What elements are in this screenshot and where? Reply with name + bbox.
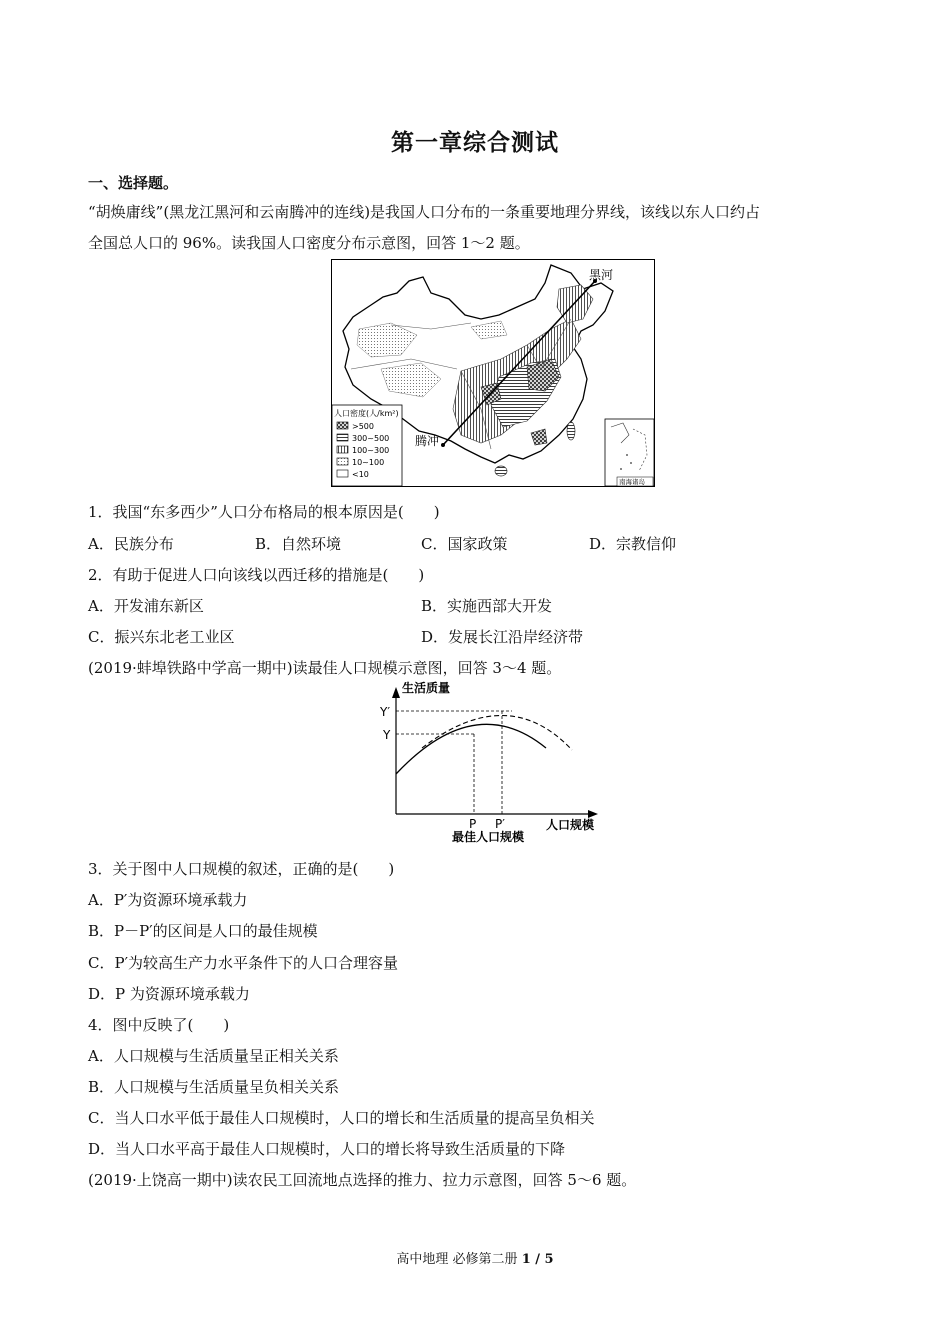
q4-option-d: D．当人口水平高于最佳人口规模时，人口的增长将导致生活质量的下降 [88, 1140, 566, 1158]
legend-item-gt500: >500 [352, 422, 374, 431]
quality-curve-current [396, 724, 546, 774]
legend-item-lt10: <10 [352, 470, 369, 479]
tick-p: P [469, 817, 477, 831]
q4-option-b: B．人口规模与生活质量呈负相关关系 [88, 1078, 340, 1096]
q4-option-c: C．当人口水平低于最佳人口规模时，人口的增长和生活质量的提高呈负相关 [88, 1109, 595, 1127]
label-heihe: 黑河 [589, 268, 614, 282]
q3-option-a: A．P′为资源环境承载力 [88, 891, 248, 909]
x-axis-label: 人口规模 [546, 818, 595, 832]
q2-option-a: A．开发浦东新区 [88, 597, 204, 615]
tick-y: Y [383, 728, 391, 742]
q1-option-b: B．自然环境 [255, 535, 342, 553]
q3-option-c: C．P′为较高生产力水平条件下的人口合理容量 [88, 954, 398, 972]
question-1-stem: 1．我国“东多西少”人口分布格局的根本原因是( ) [88, 503, 440, 521]
tick-y-prime: Y′ [380, 705, 391, 719]
intro-text-line2: 全国总人口的 96%。读我国人口密度分布示意图，回答 1～2 题。 [88, 234, 530, 252]
q1-option-c: C．国家政策 [421, 535, 508, 553]
quality-curve-improved [422, 715, 572, 750]
graph-caption: 最佳人口规模 [452, 830, 525, 844]
legend-item-300-500: 300~500 [352, 434, 390, 443]
tick-p-prime: P′ [495, 817, 505, 831]
legend-item-10-100: 10~100 [352, 458, 385, 467]
y-axis-label: 生活质量 [402, 681, 451, 695]
intro-q5-6: (2019·上饶高一期中)读农民工回流地点选择的推力、拉力示意图，回答 5～6 题。 [88, 1171, 637, 1189]
optimal-population-graph [340, 678, 610, 848]
question-4-stem: 4．图中反映了( ) [88, 1016, 230, 1034]
q3-option-b: B．P－P′的区间是人口的最佳规模 [88, 922, 318, 940]
page-number: 1 / 5 [521, 1252, 554, 1267]
legend-item-100-300: 100~300 [352, 446, 390, 455]
footer-text: 高中地理 必修第二册 [396, 1252, 518, 1267]
intro-q3-4: (2019·蚌埠铁路中学高一期中)读最佳人口规模示意图，回答 3～4 题。 [88, 659, 562, 677]
label-tengchong: 腾冲 [415, 434, 440, 448]
page-footer [0, 1248, 950, 1267]
question-2-stem: 2．有助于促进人口向该线以西迁移的措施是( ) [88, 566, 425, 584]
intro-text-line1: “胡焕庸线”(黑龙江黑河和云南腾冲的连线)是我国人口分布的一条重要地理分界线，该线以东人口约占 [88, 203, 761, 221]
legend-title: 人口密度(人/km²) [334, 409, 399, 418]
inset-label: 南海诸岛 [619, 478, 645, 486]
q2-option-c: C．振兴东北老工业区 [88, 628, 235, 646]
q3-option-d: D．P 为资源环境承载力 [88, 985, 250, 1003]
south-china-sea-inset [605, 419, 654, 486]
q1-option-a: A．民族分布 [88, 535, 174, 553]
page-title: 第一章综合测试 [391, 129, 559, 156]
map-legend [332, 405, 402, 486]
q2-option-d: D．发展长江沿岸经济带 [421, 628, 584, 646]
section-heading: 一、选择题。 [88, 174, 179, 192]
q2-option-b: B．实施西部大开发 [421, 597, 553, 615]
q1-option-d: D．宗教信仰 [589, 535, 677, 553]
q4-option-a: A．人口规模与生活质量呈正相关关系 [88, 1047, 339, 1065]
population-density-map [331, 259, 655, 487]
question-3-stem: 3．关于图中人口规模的叙述，正确的是( ) [88, 860, 395, 878]
